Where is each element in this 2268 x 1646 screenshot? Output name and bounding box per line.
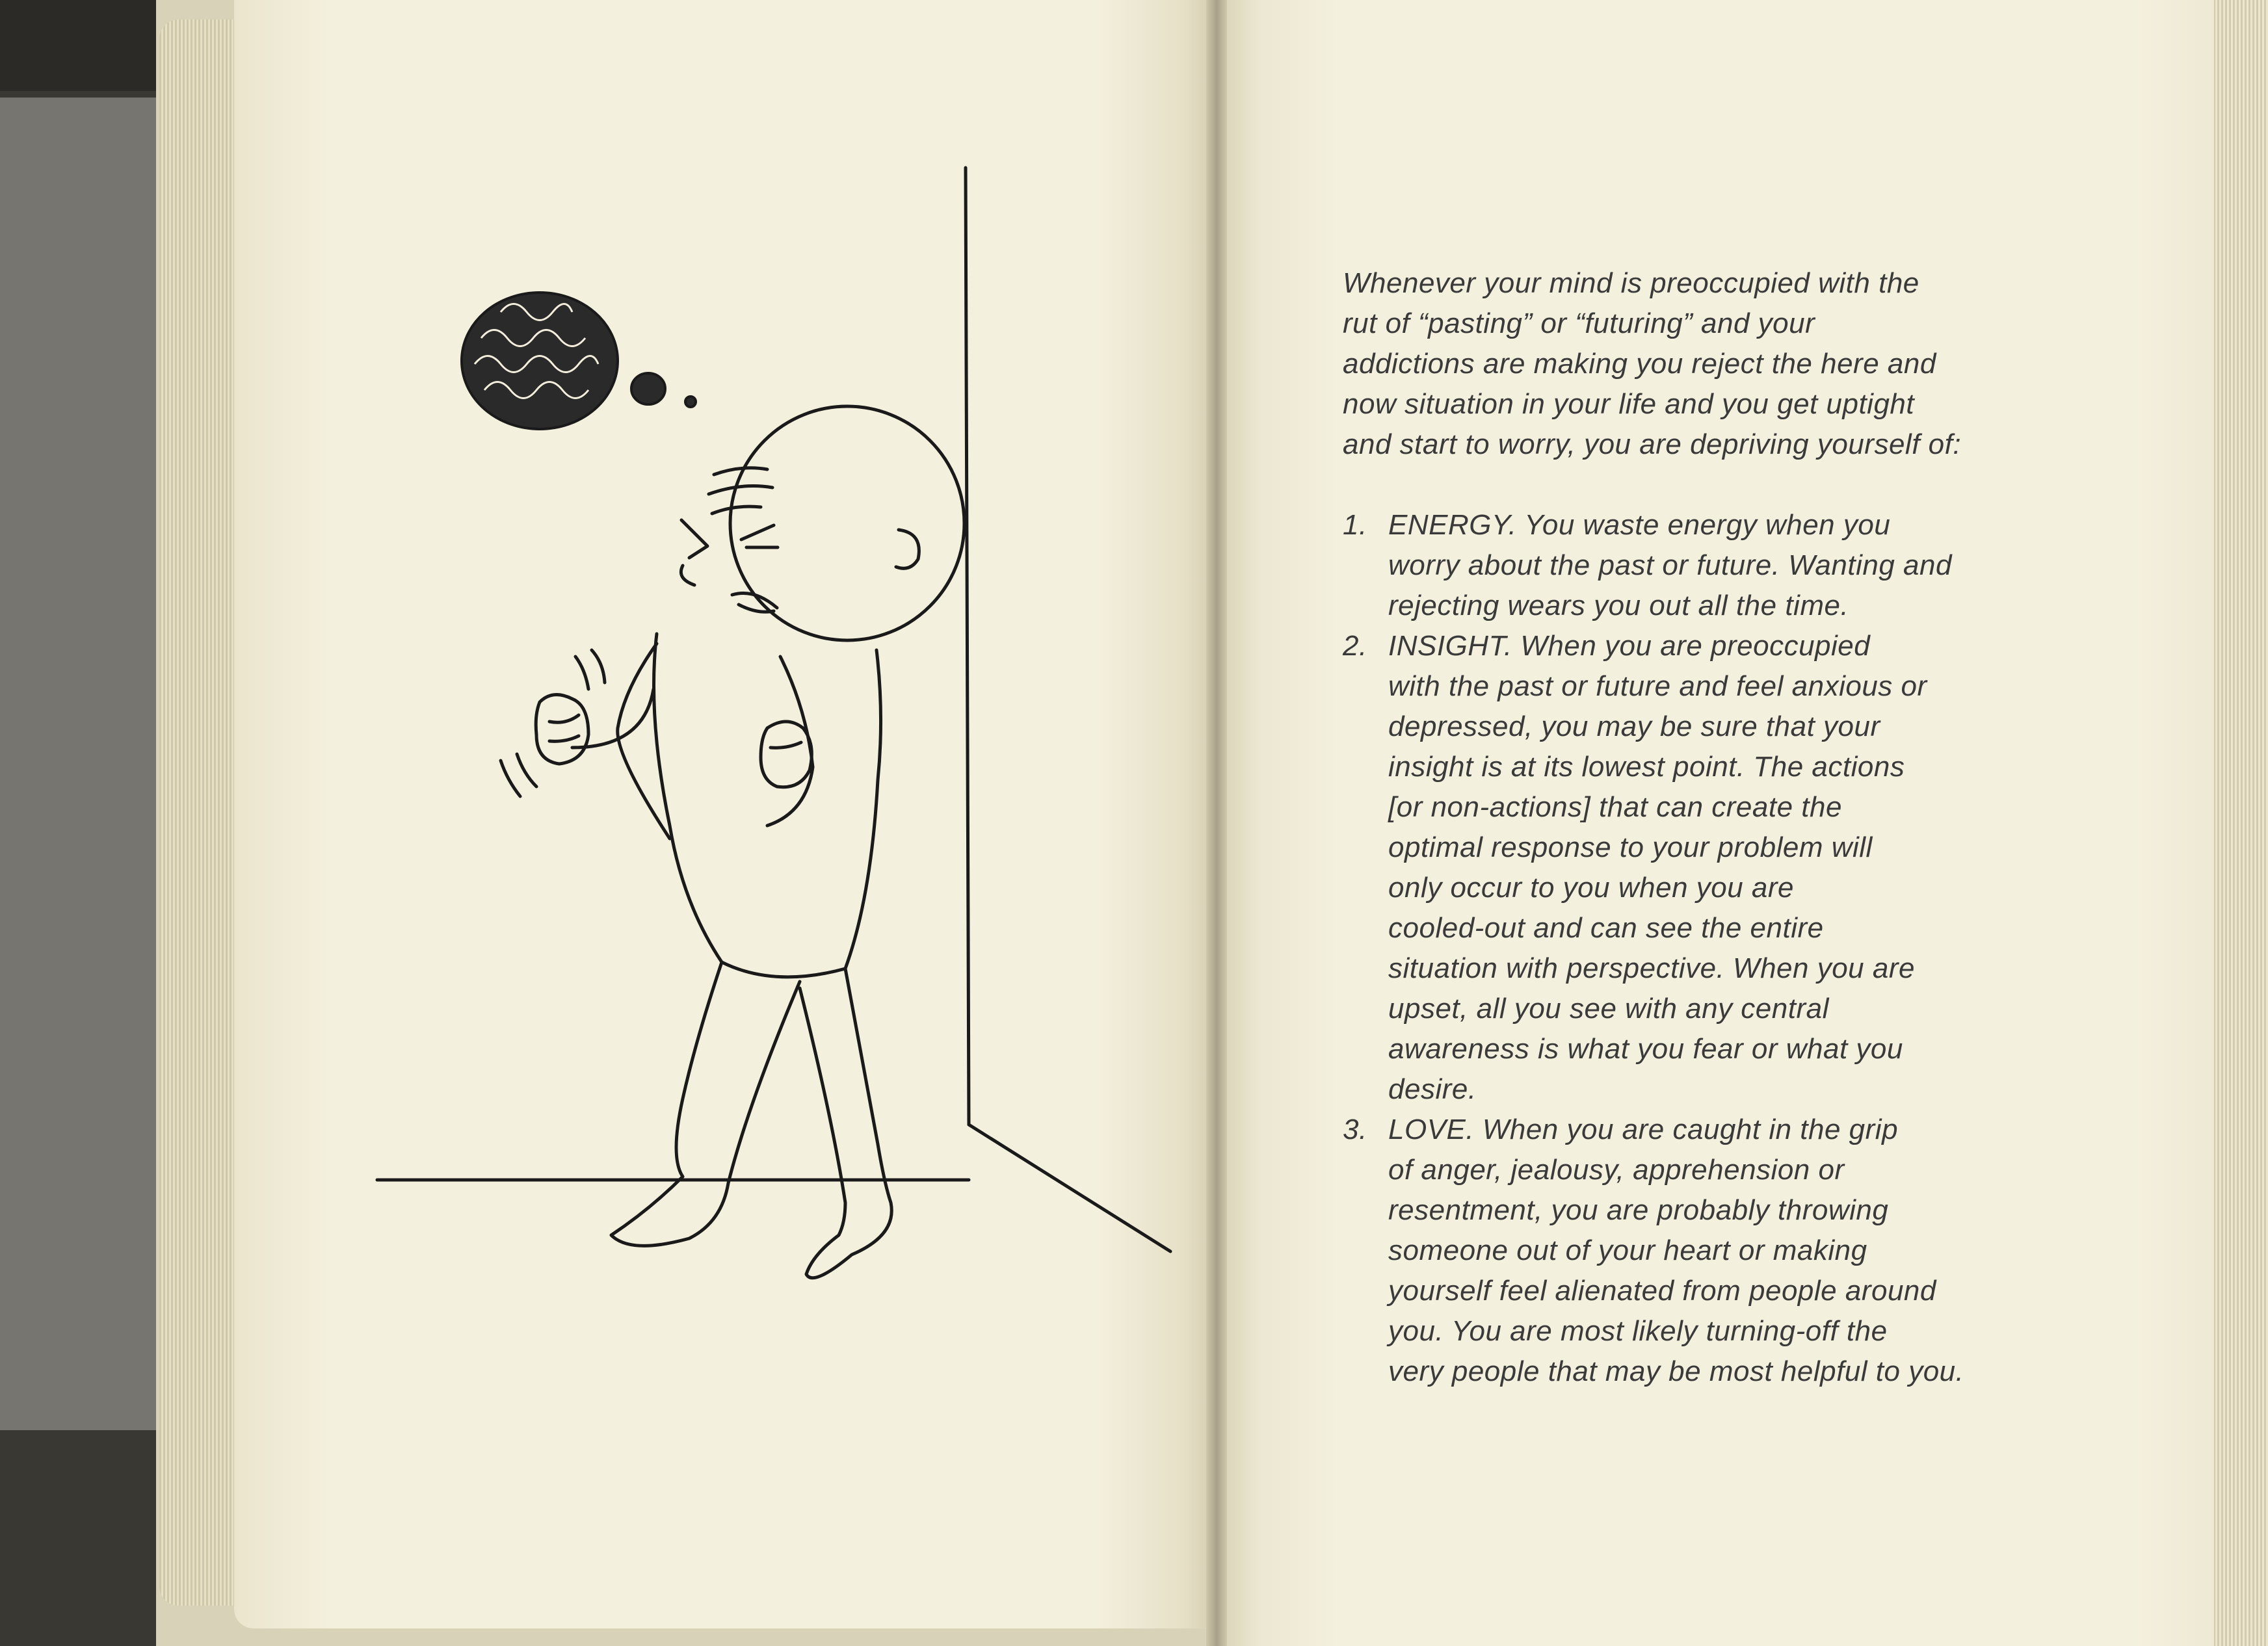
numbered-list (1343, 505, 2110, 1392)
list-line: upset, all you see with any central (1388, 993, 1829, 1025)
intro-line: now situation in your life and you get uptight (1343, 388, 1915, 420)
list-line: only occur to you when you are (1388, 872, 1795, 904)
list-line: INSIGHT. When you are preoccupied (1388, 630, 1871, 662)
list-line: worry about the past or future. Wanting and (1388, 549, 1952, 581)
list-line: cooled-out and can see the entire (1388, 912, 1824, 944)
list-number: 3. (1343, 1114, 1367, 1145)
list-item-love (1343, 1110, 2110, 1392)
list-line: optimal response to your problem will (1388, 831, 1873, 863)
list-number: 1. (1343, 509, 1367, 541)
intro-paragraph (1343, 263, 2110, 465)
list-line: resentment, you are probably throwing (1388, 1194, 1889, 1226)
right-page-stack (2209, 0, 2268, 1646)
figure-right-leg (800, 969, 891, 1278)
floor-line-right (969, 1125, 1170, 1251)
list-line: LOVE. When you are caught in the grip (1388, 1114, 1899, 1145)
page-text (1343, 263, 2110, 1392)
list-line: desire. (1388, 1073, 1477, 1105)
book-gutter (1206, 0, 1227, 1646)
list-number: 2. (1343, 630, 1367, 662)
figure-torso (654, 634, 881, 977)
list-line: with the past or future and feel anxious or (1388, 670, 1927, 702)
scanner-background-gray (0, 98, 156, 1430)
intro-line: and start to worry, you are depriving yourself of: (1343, 428, 1962, 460)
intro-line: rut of “pasting” or “futuring” and your (1343, 307, 1815, 339)
list-line: [or non-actions] that can create the (1388, 791, 1842, 823)
list-line: awareness is what you fear or what you (1388, 1033, 1903, 1065)
wall-corner-line (966, 168, 969, 1125)
figure-left-leg (611, 962, 800, 1246)
list-line: insight is at its lowest point. The actions (1388, 751, 1905, 783)
list-line: ENERGY. You waste energy when you (1388, 509, 1891, 541)
list-line: rejecting wears you out all the time. (1388, 590, 1849, 621)
intro-line: addictions are making you reject the here and (1343, 348, 1936, 380)
list-line: yourself feel alienated from people around (1388, 1275, 1936, 1307)
list-line: someone out of your heart or making (1388, 1234, 1867, 1266)
list-item-energy (1343, 505, 2110, 626)
worry-thought-bubble (462, 293, 696, 429)
figure-head (730, 406, 964, 640)
list-line: situation with perspective. When you are (1388, 952, 1915, 984)
list-item-insight (1343, 626, 2110, 1110)
list-line: of anger, jealousy, apprehension or (1388, 1154, 1845, 1186)
intro-line: Whenever your mind is preoccupied with the (1343, 267, 1919, 299)
frustrated-figure-in-corner-icon (364, 163, 1183, 1307)
list-line: depressed, you may be sure that your (1388, 711, 1880, 742)
list-line: very people that may be most helpful to you. (1388, 1355, 1964, 1387)
list-line: you. You are most likely turning-off the (1388, 1315, 1888, 1347)
